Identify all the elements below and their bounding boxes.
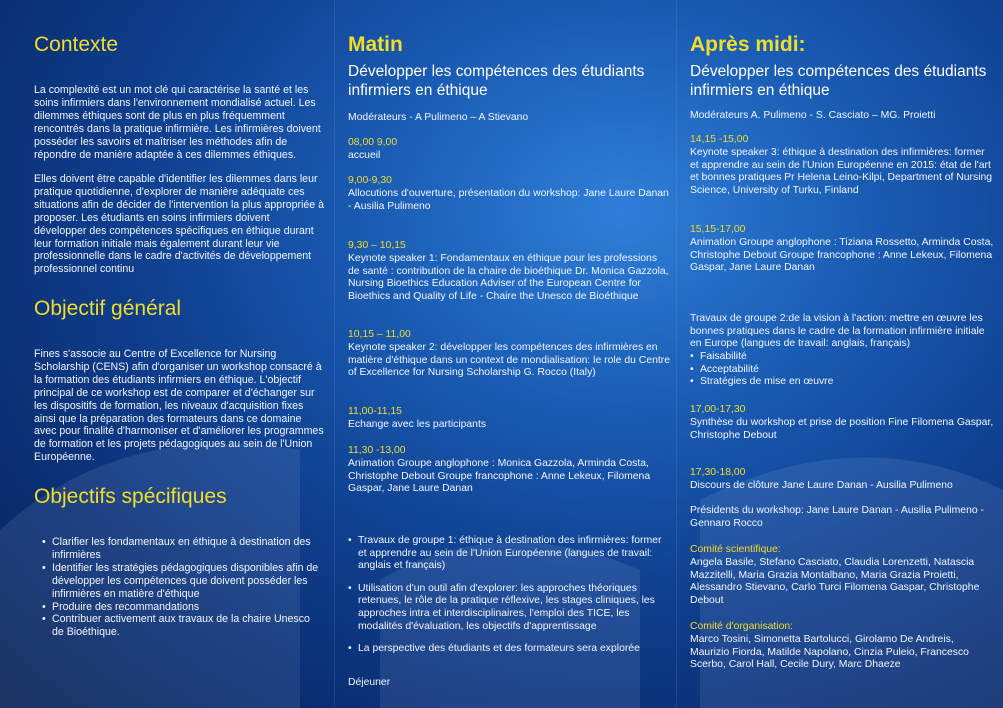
morning-panel <box>348 0 670 708</box>
session-text: Allocutions d'ouverture, présentation du workshop: Jane Laure Danan - Ausilia Pulimeno <box>348 188 669 212</box>
objectif-general-paragraph: Fines s'associe au Centre of Excellence for Nursing Scholarship (CENS) afin d'organiser un workshop consacré à la formation des étudiants infirmiers en éthique. L'objectif principal de ce workshop est de comparer et d'échanger sur les dispositifs de formation, les niveaux d'acquisition fixes ainsi que la préparation des formateurs dans ce domaine avec pour finalité d'harmoniser et d'améliorer les programmes de formation et les projets pédagogiques au sein de l'Union Européenne. <box>34 348 324 464</box>
session-time: 17,00-17,30 <box>690 404 746 415</box>
travaux-groupe-2: Travaux de groupe 2:de la vision à l'action: mettre en œuvre les bonnes pratiques dans le cadre de la formation infirmière initiale en Europe (langues de travail: anglais, français) <box>690 313 985 350</box>
list-item: • Acceptabilité <box>690 364 995 377</box>
session-time: 9,30 – 10,15 <box>348 240 406 251</box>
session-text: Animation Groupe anglophone : Tiziana Rossetto, Arminda Costa, Christophe Debout Groupe francophone : Anne Lekeux, Filomena Gaspar, Jane Laure Danan <box>690 237 994 274</box>
list-item: • Contribuer activement aux travaux de la chaire Unesco de Bioéthique. <box>43 613 324 639</box>
matin-moderateurs: Modérateurs - A Pulimeno – A Stievano <box>348 112 529 123</box>
contexte-heading: Contexte <box>34 33 119 56</box>
contexte-paragraph-2: Elles doivent être capable d'identifier les dilemmes dans leur pratique quotidienne, d'explorer de manière adéquate ces situations afin de décider de l'intervention la plus appropriée à proposer. Les étudiants en soins infirmiers doivent développer des compétences spécifiques en éthique durant leur formation initiale mais également durant leur vie professionnelle dans le cadre d'activités de développement professionnel continu <box>34 173 325 276</box>
apres-midi-subtitle: Développer les compétences des étudiants infirmiers en éthique <box>690 63 987 99</box>
matin-subtitle: Développer les compétences des étudiants infirmiers en éthique <box>348 63 645 99</box>
session-time: 17,30-18,00 <box>690 467 746 478</box>
session-time: 9,00-9,30 <box>348 175 392 186</box>
session-time: 15,15-17,00 <box>690 224 746 235</box>
travaux-bullet-list <box>690 351 995 389</box>
apres-midi-heading: Après midi: <box>690 33 806 56</box>
comite-scientifique-label: Comité scientifique: <box>690 544 781 555</box>
comite-organisation-label: Comité d'organisation: <box>690 621 794 632</box>
session-text: Echange avec les participants <box>348 419 487 430</box>
dejeuner-label: Déjeuner <box>348 677 391 688</box>
comite-scientifique-members: Angela Basile, Stefano Casciato, Claudia Lorenzetti, Natascia Mazzitelli, Maria Grazia Montalbano, Maria Grazia Proietti, Alessandro Stievano, Carlo Turci Filomena Gaspar, Christophe Debout <box>690 557 980 606</box>
contexte-paragraph-1: La complexité est un mot clé qui caractérise la santé et les soins infirmiers dans l'environnement mondialisé actuel. Les dilemmes éthiques sont de plus en plus fréquemment rencontrés dans la pratique infirmière. Les infirmières doivent posséder les savoirs et maîtriser les méthodes afin de répondre de manière adaptée à ces dilemmes éthiques. <box>34 84 321 161</box>
list-item: • Utilisation d'un outil afin d'explorer: les approches théoriques retenues, le rôle de la pratique réflexive, les stages cliniques, les approches intra et interdisciplinaires, l'emploi des TICE, les modalités d'évaluation, les objectifs d'apprentissage <box>348 583 670 633</box>
objectif-general-heading: Objectif général <box>34 297 182 320</box>
list-item: • Travaux de groupe 1: éthique à destination des infirmières: former et apprendre au sein de l'Union Européenne (langues de travail: anglais et français) <box>348 535 670 573</box>
comite-organisation-members: Marco Tosini, Simonetta Bartolucci, Girolamo De Andreis, Maurizio Fiorda, Matilde Napolano, Cinzia Puleio, Francesco Scerbo, Carol Hall, Cecile Dury, Marc Dhaeze <box>690 634 969 671</box>
presidents-workshop: Présidents du workshop: Jane Laure Danan - Ausilia Pulimeno - Gennaro Rocco <box>690 505 984 529</box>
session-time: 11,00-11,15 <box>348 406 402 417</box>
fold-line-right <box>676 0 677 708</box>
list-item: • Produire des recommandations <box>43 601 324 614</box>
fold-line-left <box>334 0 335 708</box>
session-text: Keynote speaker 2: développer les compétences des infirmières en matière d'éthique dans un context de mondialisation: le role du Centre of Excellence for Nursing Scholarship G. Rocco (Italy) <box>348 342 670 379</box>
apres-midi-moderateurs: Modérateurs A. Pulimeno - S. Casciato – MG. Proietti <box>690 110 936 121</box>
list-item: • Identifier les stratégies pédagogiques disponibles afin de développer les compétences que doivent posséder les infirmières en matière d'éthique <box>43 562 324 601</box>
session-time: 11,30 -13,00 <box>348 445 406 456</box>
matin-workshop-list <box>348 535 670 656</box>
list-item: • La perspective des étudiants et des formateurs sera explorée <box>348 643 670 656</box>
session-text: Keynote speaker 3: éthique à destination des infirmières: former et apprendre au sein de l'Union Européenne en 2015: état de l'art et bonnes pratiques Pr Helena Leino-Kilpi, Department of Nursing Science, University of Turku, Finland <box>690 147 993 196</box>
list-item: • Clarifier les fondamentaux en éthique à destination des infirmières <box>43 536 324 562</box>
objectifs-specifiques-list <box>34 536 324 639</box>
session-text: accueil <box>348 150 381 161</box>
session-time: 10,15 – 11,00 <box>348 329 411 340</box>
matin-heading: Matin <box>348 33 403 56</box>
session-text: Synthèse du workshop et prise de position Fine Filomena Gaspar, Christophe Debout <box>690 417 994 441</box>
session-text: Keynote speaker 1: Fondamentaux en éthique pour les professions de santé : contribution de la chaire de bioéthique Dr. Monica Gazzola, Nursing Bioethics Education Adviser of the European Centre for Bioethics and Quality of Life - Chaire the Unesco de Bioéthique <box>348 253 669 302</box>
left-panel <box>34 0 324 708</box>
objectifs-specifiques-heading: Objectifs spécifiques <box>34 485 227 508</box>
session-time: 08,00 9,00 <box>348 137 398 148</box>
afternoon-panel <box>690 0 995 708</box>
session-text: Discours de clôture Jane Laure Danan - Ausilia Pulimeno <box>690 480 953 491</box>
session-text: Animation Groupe anglophone : Monica Gazzola, Arminda Costa, Christophe Debout Groupe francophone : Anne Lekeux, Filomena Gaspar, Jane Laure Danan <box>348 458 651 495</box>
list-item: • Stratégies de mise en œuvre <box>690 376 995 389</box>
list-item: • Faisabilité <box>690 351 995 364</box>
session-time: 14,15 -15,00 <box>690 134 749 145</box>
